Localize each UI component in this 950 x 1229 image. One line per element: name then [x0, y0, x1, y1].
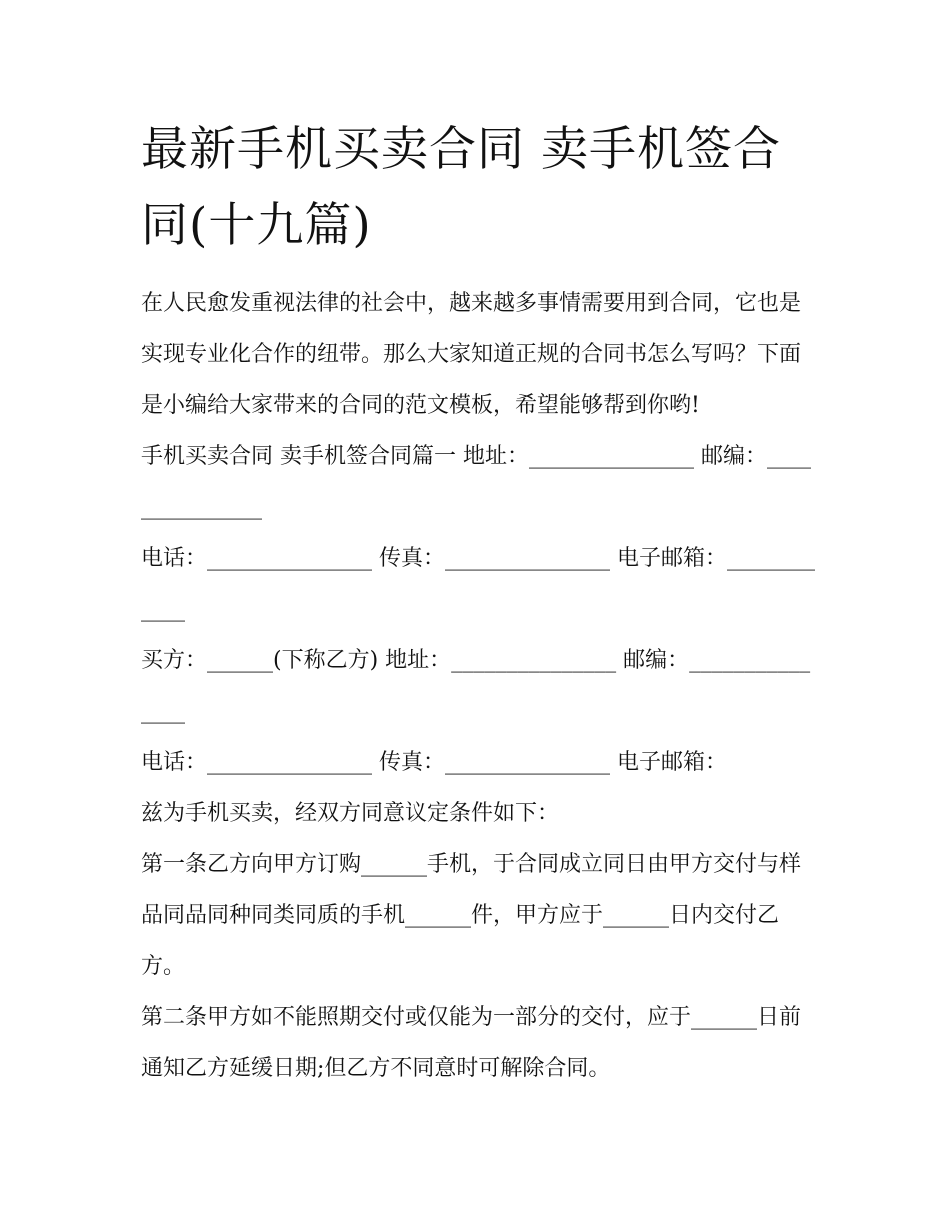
document-page [141, 112, 821, 1094]
article-1: 第一条乙方向甲方订购______手机，于合同成立同日由甲方交付与样品同品同种同类同质的手机______件，甲方应于______日内交付乙方。 [141, 852, 802, 979]
document-title: 最新手机买卖合同 卖手机签合同(十九篇) [141, 122, 781, 253]
buyer-address-line: 买方：______(下称乙方) 地址：_______________ 邮编：_______________ [141, 648, 811, 724]
buyer-contact-line: 电话：_______________ 传真：_______________ 电子邮箱： [141, 750, 727, 775]
intro-paragraph: 在人民愈发重视法律的社会中，越来越多事情需要用到合同，它也是实现专业化合作的纽带。那么大家知道正规的合同书怎么写吗？下面是小编给大家带来的合同的范文模板，希望能够帮到你哟! [141, 291, 802, 418]
preamble-line: 兹为手机买卖，经双方同意议定条件如下： [141, 801, 560, 826]
seller-address-line: 手机买卖合同 卖手机签合同篇一 地址：_______________ 邮编：_______________ [141, 444, 811, 520]
seller-contact-line: 电话：_______________ 传真：_______________ 电子邮箱：____________ [141, 546, 815, 622]
article-2: 第二条甲方如不能照期交付或仅能为一部分的交付，应于______日前通知乙方延缓日期;但乙方不同意时可解除合同。 [141, 1005, 802, 1081]
